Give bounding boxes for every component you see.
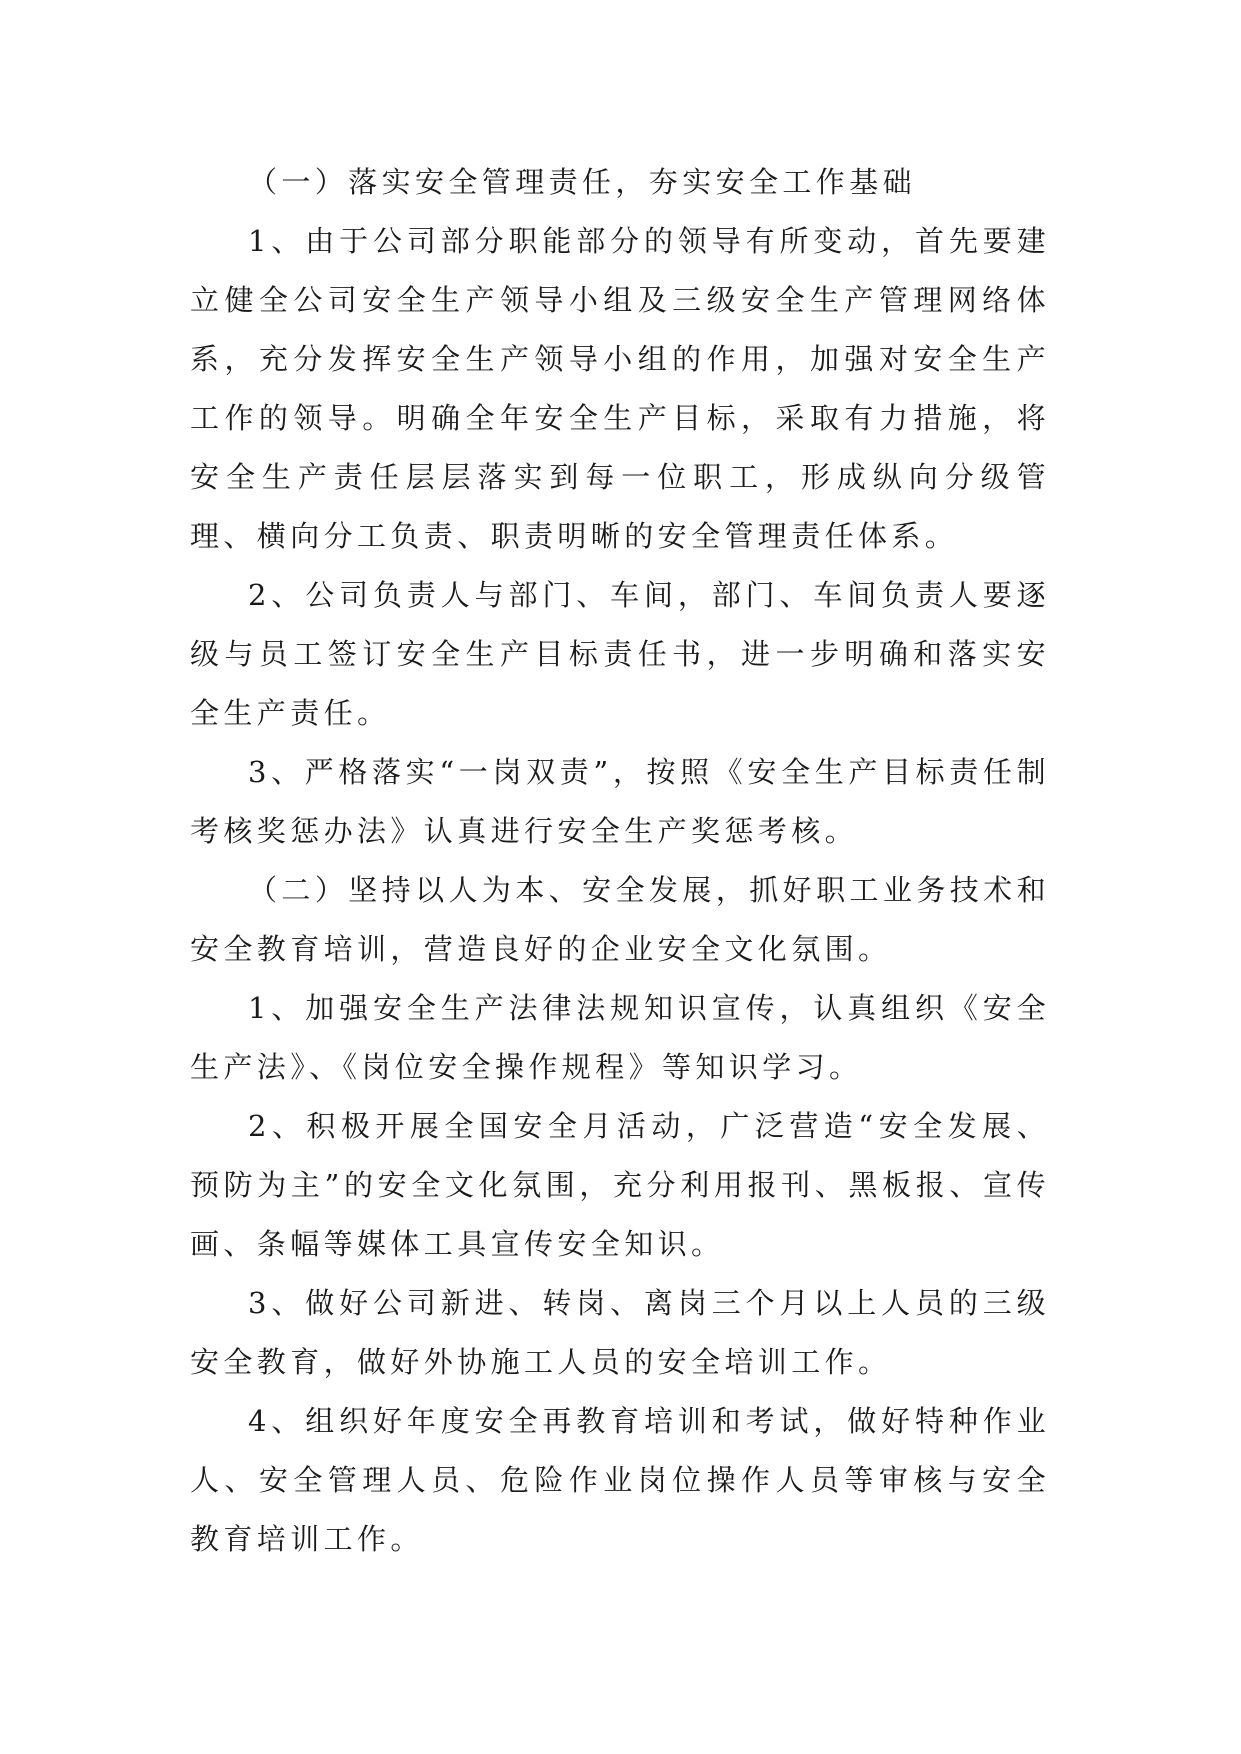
document-body	[190, 153, 1050, 1569]
paragraph: 3、做好公司新进、转岗、离岗三个月以上人员的三级安全教育，做好外协施工人员的安全培训工作。	[190, 1286, 1050, 1379]
section-heading-2: （二）坚持以人为本、安全发展，抓好职工业务技术和安全教育培训，营造良好的企业安全文化氛围。	[190, 873, 1050, 966]
paragraph: 3、严格落实“一岗双责”，按照《安全生产目标责任制考核奖惩办法》认真进行安全生产奖惩考核。	[190, 755, 1050, 848]
paragraph: 4、组织好年度安全再教育培训和考试，做好特种作业人、安全管理人员、危险作业岗位操作人员等审核与安全教育培训工作。	[190, 1404, 1050, 1556]
paragraph: 1、由于公司部分职能部分的领导有所变动，首先要建立健全公司安全生产领导小组及三级安全生产管理网络体系，充分发挥安全生产领导小组的作用，加强对安全生产工作的领导。明确全年安全生产目标，采取有力措施，将安全生产责任层层落实到每一位职工，形成纵向分级管理、横向分工负责、职责明晰的安全管理责任体系。	[190, 224, 1050, 553]
paragraph: 2、积极开展全国安全月活动，广泛营造“安全发展、预防为主”的安全文化氛围，充分利用报刊、黑板报、宣传画、条幅等媒体工具宣传安全知识。	[190, 1109, 1050, 1261]
section-heading-1: （一）落实安全管理责任，夯实安全工作基础	[248, 165, 917, 199]
paragraph: 2、公司负责人与部门、车间，部门、车间负责人要逐级与员工签订安全生产目标责任书，进一步明确和落实安全生产责任。	[190, 578, 1050, 730]
paragraph: 1、加强安全生产法律法规知识宣传，认真组织《安全生产法》、《岗位安全操作规程》等知识学习。	[190, 991, 1050, 1084]
